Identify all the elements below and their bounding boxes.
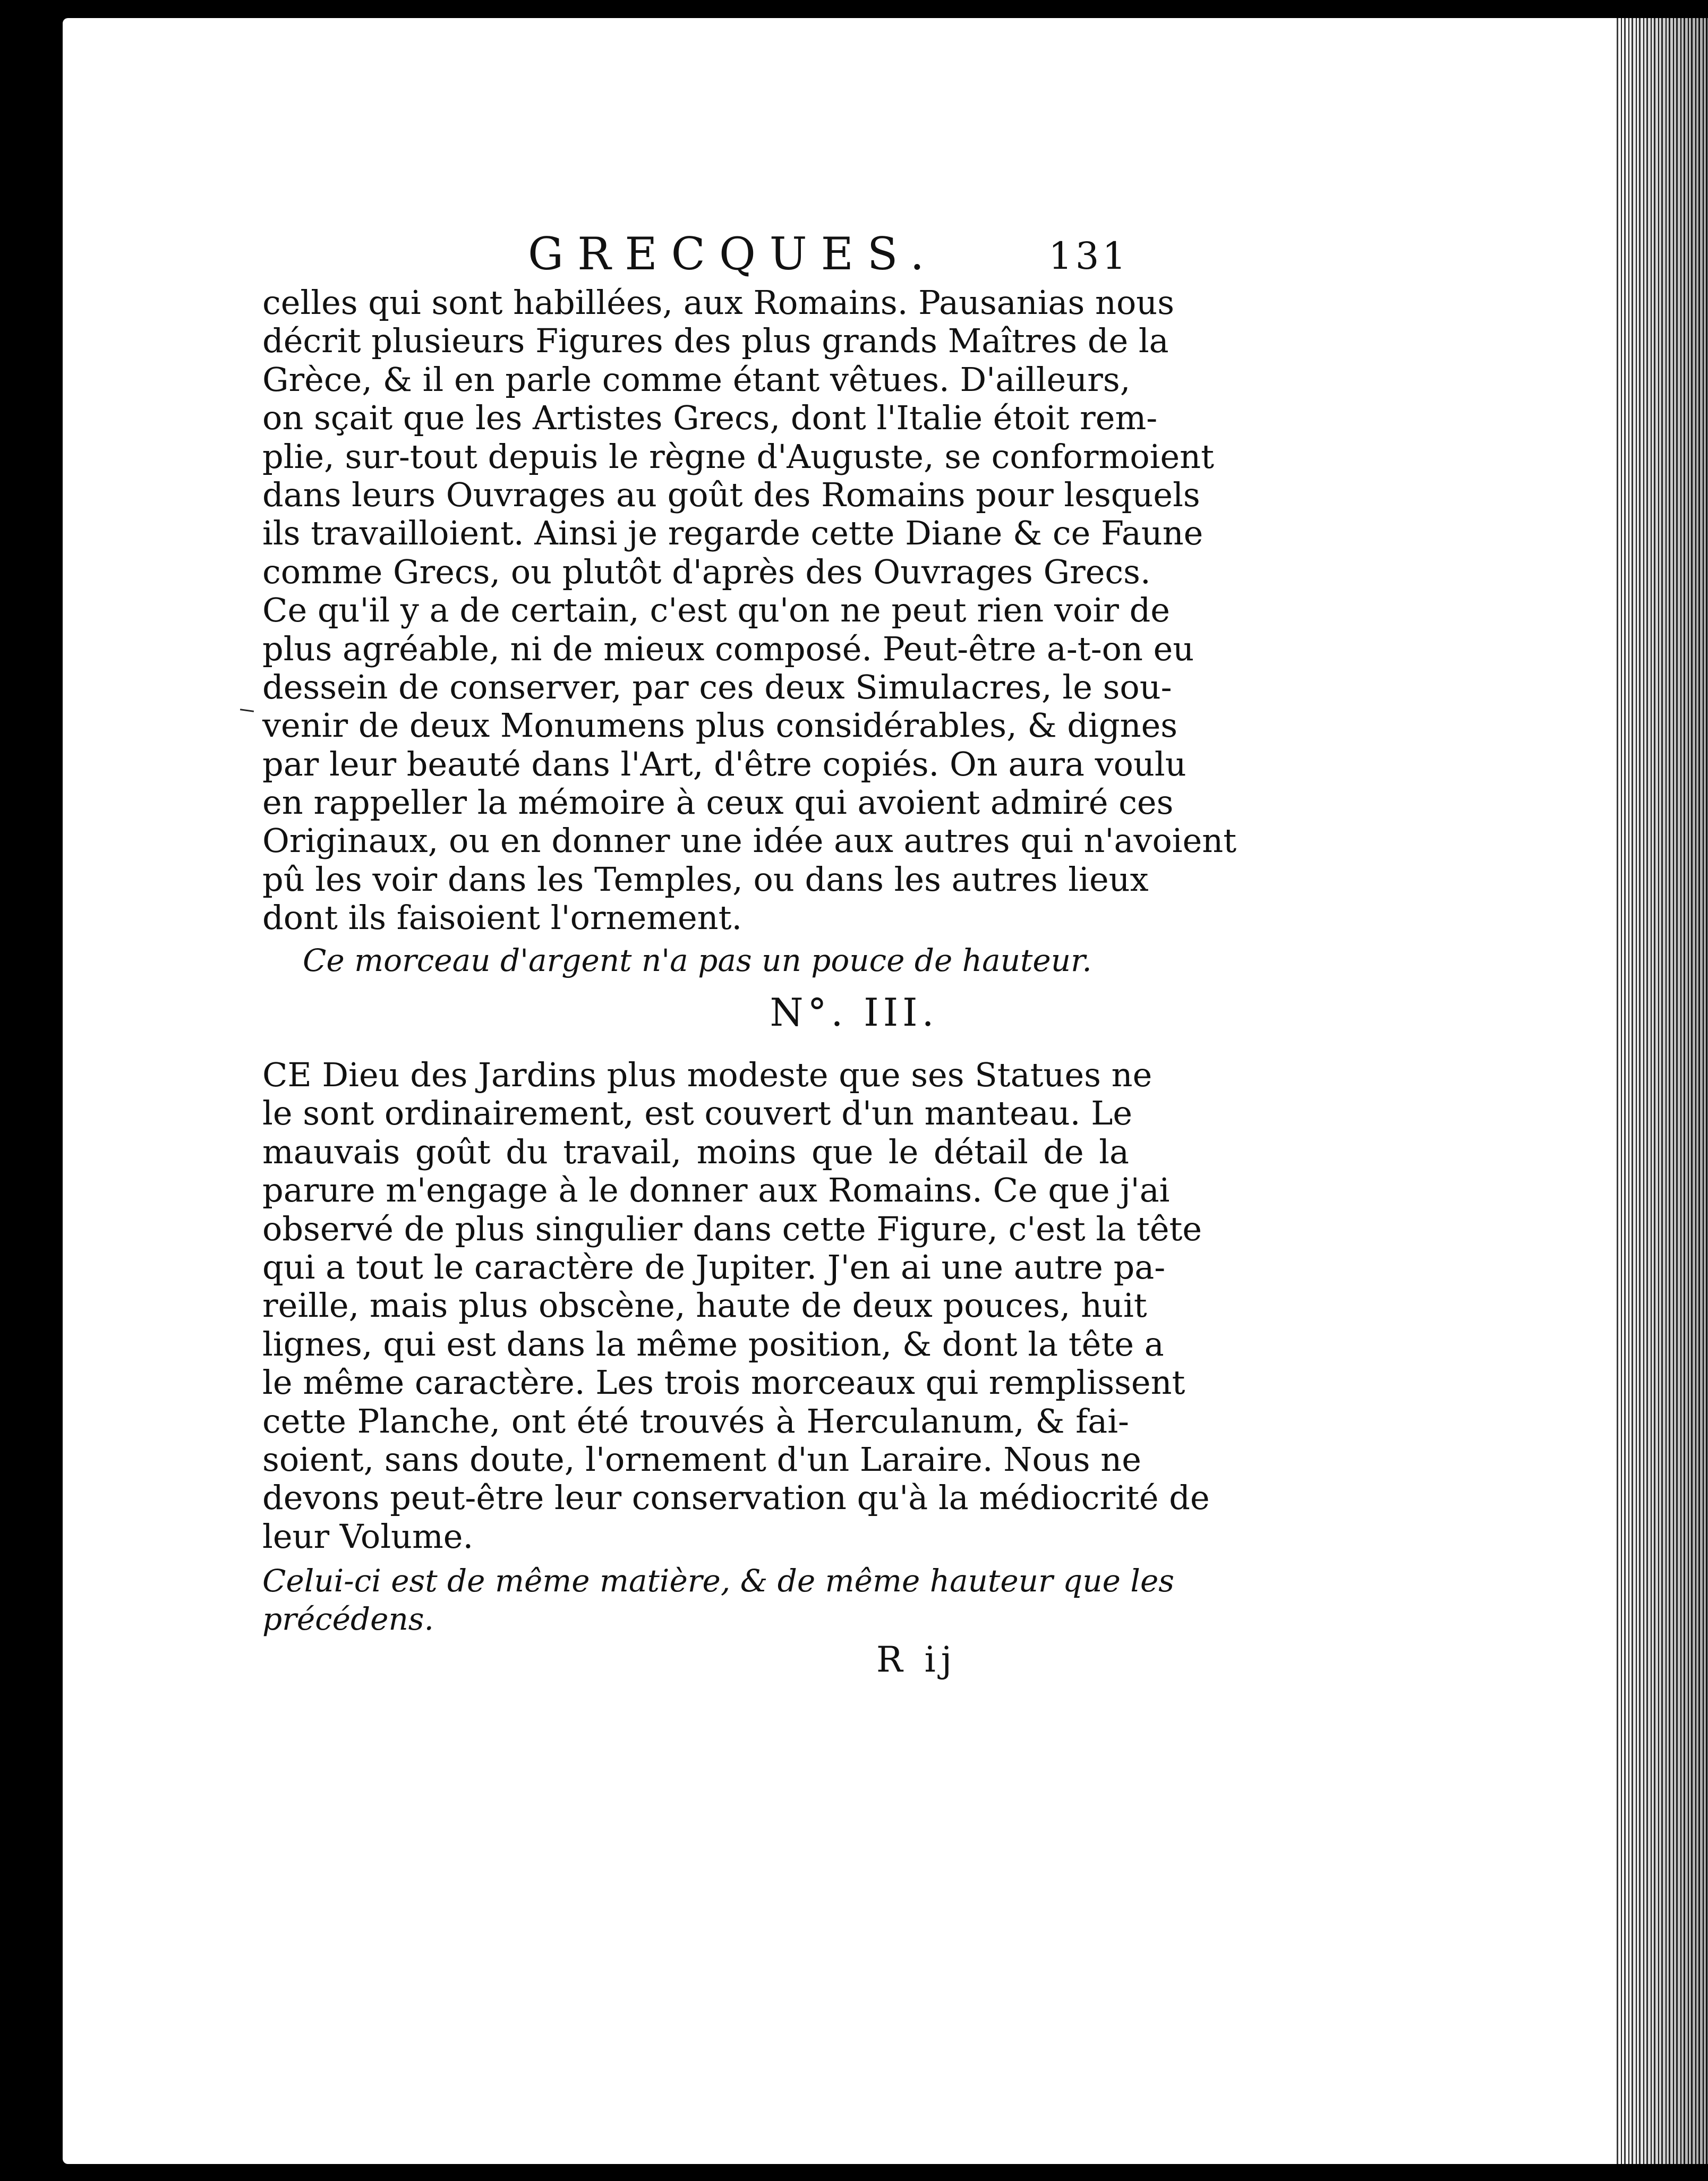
- text-line: devons peut-être leur conservation qu'à la médiocrité de: [262, 1478, 1210, 1518]
- text-line: dessein de conserver, par ces deux Simulacres, le sou-: [262, 667, 1172, 706]
- text-line: précédens.: [262, 1601, 434, 1637]
- text-line: le même caractère. Les trois morceaux qui remplissent: [262, 1363, 1185, 1402]
- text-line: leur Volume.: [262, 1517, 474, 1556]
- text-line: le sont ordinairement, est couvert d'un manteau. Le: [262, 1094, 1133, 1133]
- caption-2: [262, 1562, 1175, 1638]
- text-line: par leur beauté dans l'Art, d'être copiés. On aura voulu: [262, 744, 1186, 783]
- text-line: Grèce, & il en parle comme étant vêtues. D'ailleurs,: [262, 360, 1131, 399]
- text-line: ils travailloient. Ainsi je regarde cette Diane & ce Faune: [262, 514, 1203, 553]
- paragraph-1: [262, 283, 1237, 938]
- text-line: Ce qu'il y a de certain, c'est qu'on ne peut rien voir de: [262, 591, 1170, 630]
- text-line: pû les voir dans les Temples, ou dans les autres lieux: [262, 859, 1149, 899]
- text-line: reille, mais plus obscène, haute de deux pouces, huit: [262, 1286, 1147, 1325]
- text-line: parure m'engage à le donner aux Romains. Ce que j'ai: [262, 1171, 1170, 1210]
- page-header: [262, 227, 1129, 280]
- text-line: dans leurs Ouvrages au goût des Romains pour lesquels: [262, 475, 1200, 514]
- signature-mark: R ij: [876, 1639, 958, 1680]
- text-line: plie, sur-tout depuis le règne d'Auguste, se conformoient: [262, 437, 1215, 476]
- text-line: dont ils faisoient l'ornement.: [262, 898, 742, 938]
- text-line: Celui-ci est de même matière, & de même hauteur que les: [262, 1563, 1175, 1599]
- text-line: celles qui sont habillées, aux Romains. Pausanias nous: [262, 283, 1175, 322]
- text-line: décrit plusieurs Figures des plus grands Maîtres de la: [262, 321, 1169, 361]
- text-line: en rappeller la mémoire à ceux qui avoient admiré ces: [262, 783, 1174, 822]
- paragraph-2: [262, 1055, 1210, 1556]
- text-line: soient, sans doute, l'ornement d'un Laraire. Nous ne: [262, 1439, 1141, 1479]
- text-line: venir de deux Monumens plus considérables, & dignes: [262, 706, 1178, 745]
- text-line: observé de plus singulier dans cette Figure, c'est la tête: [262, 1209, 1202, 1248]
- caption-1: Ce morceau d'argent n'a pas un pouce de hauteur.: [303, 942, 1092, 978]
- running-head: GRECQUES.: [528, 228, 938, 280]
- text-line: mauvais goût du travail, moins que le détail de la: [262, 1132, 1129, 1171]
- page-number: 131: [1048, 234, 1129, 278]
- text-line: plus agréable, ni de mieux composé. Peut-être a-t-on eu: [262, 629, 1194, 668]
- text-line: on sçait que les Artistes Grecs, dont l'Italie étoit rem-: [262, 398, 1158, 438]
- text-line: qui a tout le caractère de Jupiter. J'en ai une autre pa-: [262, 1247, 1166, 1287]
- text-line: CE Dieu des Jardins plus modeste que ses Statues ne: [262, 1055, 1152, 1094]
- text-line: lignes, qui est dans la même position, & dont la tête a: [262, 1324, 1164, 1364]
- text-line: Originaux, ou en donner une idée aux autres qui n'avoient: [262, 821, 1237, 861]
- section-title: N°. III.: [770, 990, 938, 1035]
- text-line: cette Planche, ont été trouvés à Herculanum, & fai-: [262, 1401, 1129, 1441]
- book-page-edges: [1615, 18, 1708, 2164]
- text-line: comme Grecs, ou plutôt d'après des Ouvrages Grecs.: [262, 552, 1151, 591]
